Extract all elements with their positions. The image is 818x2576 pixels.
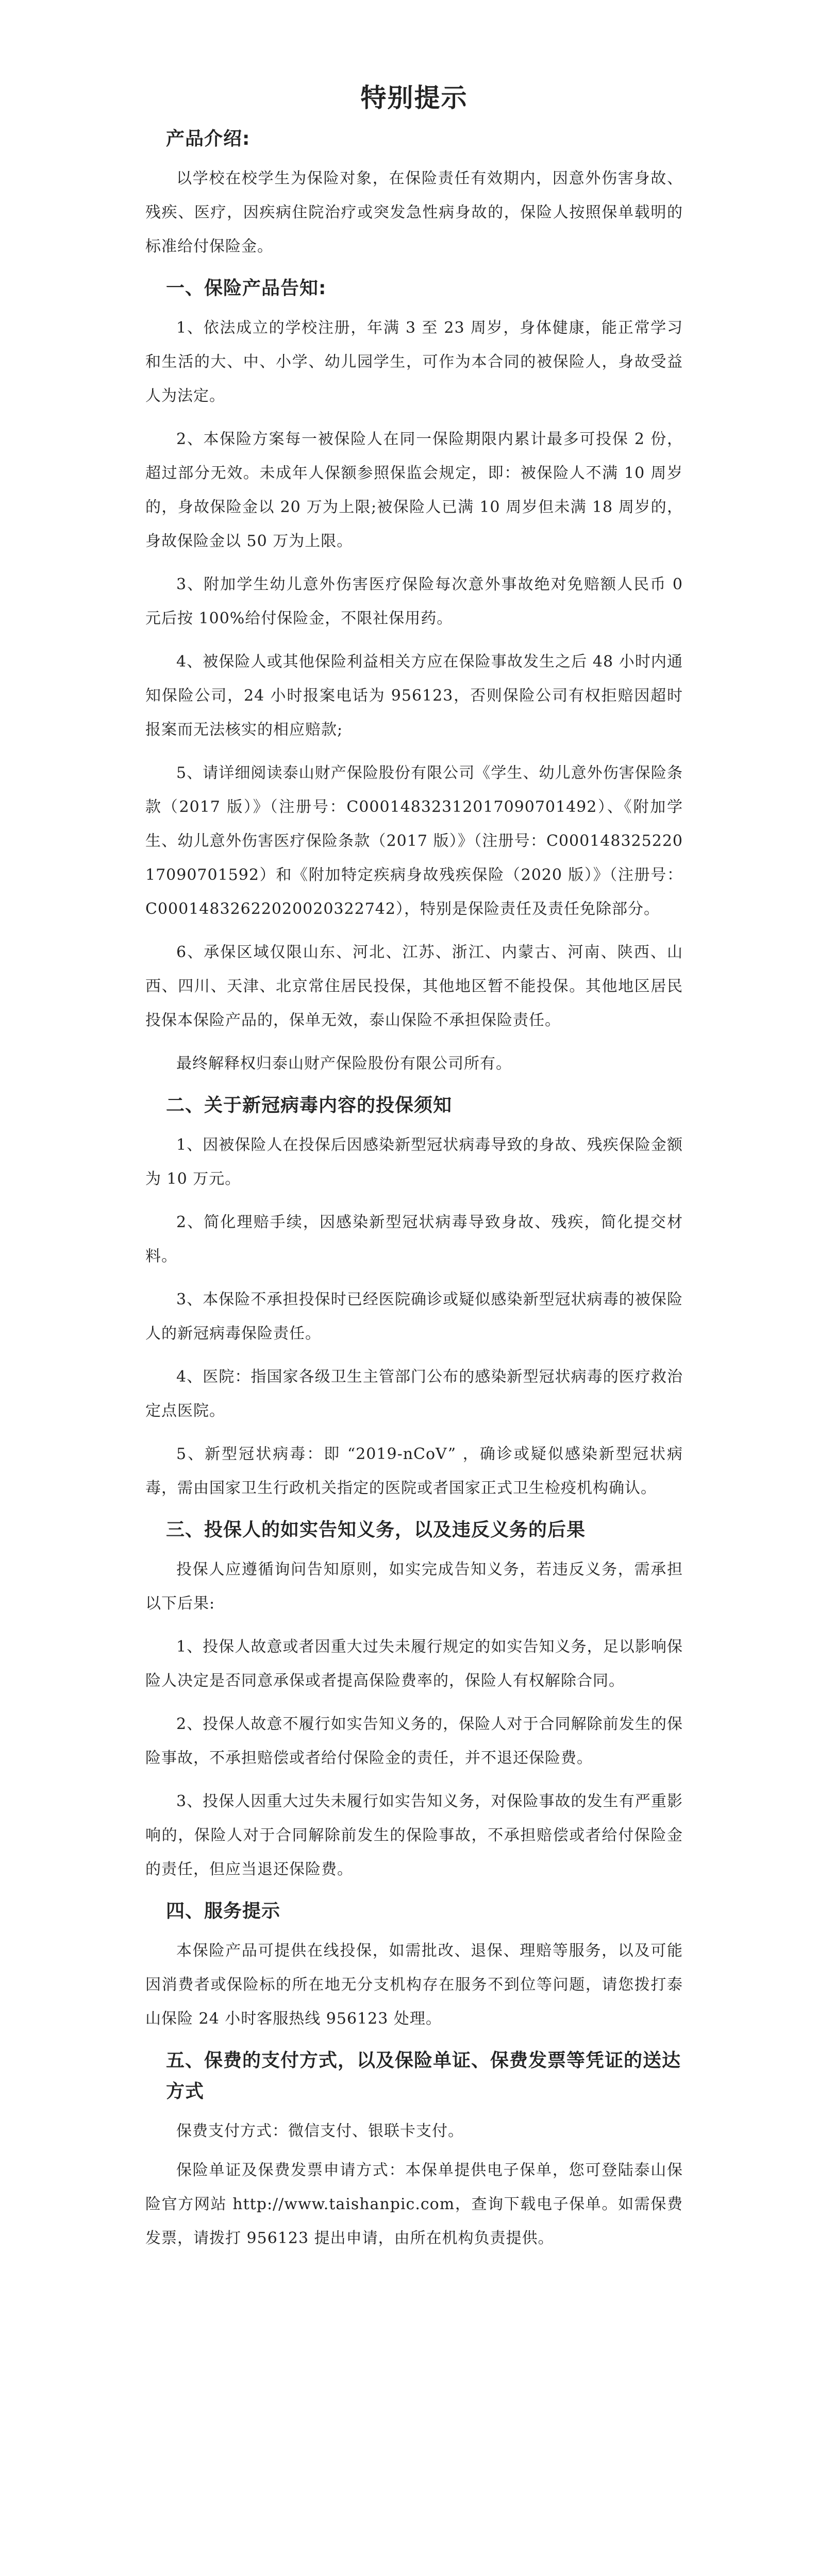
section-1-heading: 一、保险产品告知: <box>166 278 327 299</box>
section-2-para-4: 4、医院：指国家各级卫生主管部门公布的感染新型冠状病毒的医疗救治定点医院。 <box>145 1368 683 1420</box>
section-2-para-5: 5、新型冠状病毒：即 “2019-nCoV” ，确诊或疑似感染新型冠状病毒，需由国家卫生行政机关指定的医院或者国家正式卫生检疫机构确认。 <box>145 1445 683 1497</box>
section-3-heading: 三、投保人的如实告知义务，以及违反义务的后果 <box>166 1519 586 1540</box>
section-1-para-4: 4、被保险人或其他保险利益相关方应在保险事故发生之后 48 小时内通知保险公司，24 小时报案电话为 956123，否则保险公司有权拒赔因超时报案而无法核实的相应赔款; <box>145 653 683 739</box>
section-3-para-4: 3、投保人因重大过失未履行如实告知义务，对保险事故的发生有严重影响的，保险人对于合同解除前发生的保险事故，不承担赔偿或者给付保险金的责任，但应当退还保险费。 <box>145 1792 683 1878</box>
section-5-para-2: 保险单证及保费发票申请方式：本保单提供电子保单，您可登陆泰山保险官方网站 http://www.taishanpic.com，查询下载电子保单。如需保费发票，请拨打 956123 提出申请，由所在机构负责提供。 <box>145 2161 683 2247</box>
section-2-heading: 二、关于新冠病毒内容的投保须知 <box>166 1095 453 1116</box>
section-4-heading: 四、服务提示 <box>166 1901 281 1922</box>
section-1-para-3: 3、附加学生幼儿意外伤害医疗保险每次意外事故绝对免赔额人民币 0 元后按 100%给付保险金，不限社保用药。 <box>145 575 683 628</box>
section-2-para-2: 2、简化理赔手续，因感染新型冠状病毒导致身故、残疾，简化提交材料。 <box>145 1213 683 1265</box>
section-1-para-2: 2、本保险方案每一被保险人在同一保险期限内累计最多可投保 2 份，超过部分无效。未成年人保额参照保监会规定，即：被保险人不满 10 周岁的，身故保险金以 20 万为上限;被保险人已满 10 周岁但未满 18 周岁的，身故保险金以 50 万为上限。 <box>145 430 683 550</box>
section-1-para-1: 1、依法成立的学校注册，年满 3 至 23 周岁，身体健康，能正常学习和生活的大、中、小学、幼儿园学生，可作为本合同的被保险人，身故受益人为法定。 <box>145 319 683 405</box>
intro-heading: 产品介绍: <box>166 128 251 149</box>
section-5-para-1: 保费支付方式：微信支付、银联卡支付。 <box>176 2122 464 2140</box>
section-4-para-1: 本保险产品可提供在线投保，如需批改、退保、理赔等服务，以及可能因消费者或保险标的所在地无分支机构存在服务不到位等问题，请您拨打泰山保险 24 小时客服热线 956123 处理。 <box>145 1942 683 2028</box>
intro-text: 以学校在校学生为保险对象，在保险责任有效期内，因意外伤害身故、残疾、医疗，因疾病住院治疗或突发急性病身故的，保险人按照保单载明的标准给付保险金。 <box>145 170 683 256</box>
section-3-para-2: 1、投保人故意或者因重大过失未履行规定的如实告知义务，足以影响保险人决定是否同意承保或者提高保险费率的，保险人有权解除合同。 <box>145 1638 683 1690</box>
section-3-para-1: 投保人应遵循询问告知原则，如实完成告知义务，若违反义务，需承担以下后果: <box>145 1561 683 1613</box>
section-1-final-note: 最终解释权归泰山财产保险股份有限公司所有。 <box>176 1055 512 1073</box>
section-1-para-5: 5、请详细阅读泰山财产保险股份有限公司《学生、幼儿意外伤害保险条款（2017 版）》（注册号：C00014832312017090701492）、《附加学生、幼儿意外伤害医疗保险条款（2017 版）》（注册号：C00014832522017090701592）和《附加特定疾病身故残疾保险（2020 版）》（注册号：C00014832622020020322742），特别是保险责任及责任免除部分。 <box>145 764 683 918</box>
page-title: 特别提示 <box>360 83 468 113</box>
section-2-para-1: 1、因被保险人在投保后因感染新型冠状病毒导致的身故、残疾保险金额为 10 万元。 <box>145 1136 683 1188</box>
section-1-para-6: 6、承保区域仅限山东、河北、江苏、浙江、内蒙古、河南、陕西、山西、四川、天津、北京常住居民投保，其他地区暂不能投保。其他地区居民投保本保险产品的，保单无效，泰山保险不承担保险责任。 <box>145 943 683 1029</box>
section-2-para-3: 3、本保险不承担投保时已经医院确诊或疑似感染新型冠状病毒的被保险人的新冠病毒保险责任。 <box>145 1291 683 1343</box>
section-3-para-3: 2、投保人故意不履行如实告知义务的，保险人对于合同解除前发生的保险事故，不承担赔偿或者给付保险金的责任，并不退还保险费。 <box>145 1715 683 1767</box>
section-5-heading: 五、保费的支付方式，以及保险单证、保费发票等凭证的送达方式 <box>166 2050 681 2102</box>
